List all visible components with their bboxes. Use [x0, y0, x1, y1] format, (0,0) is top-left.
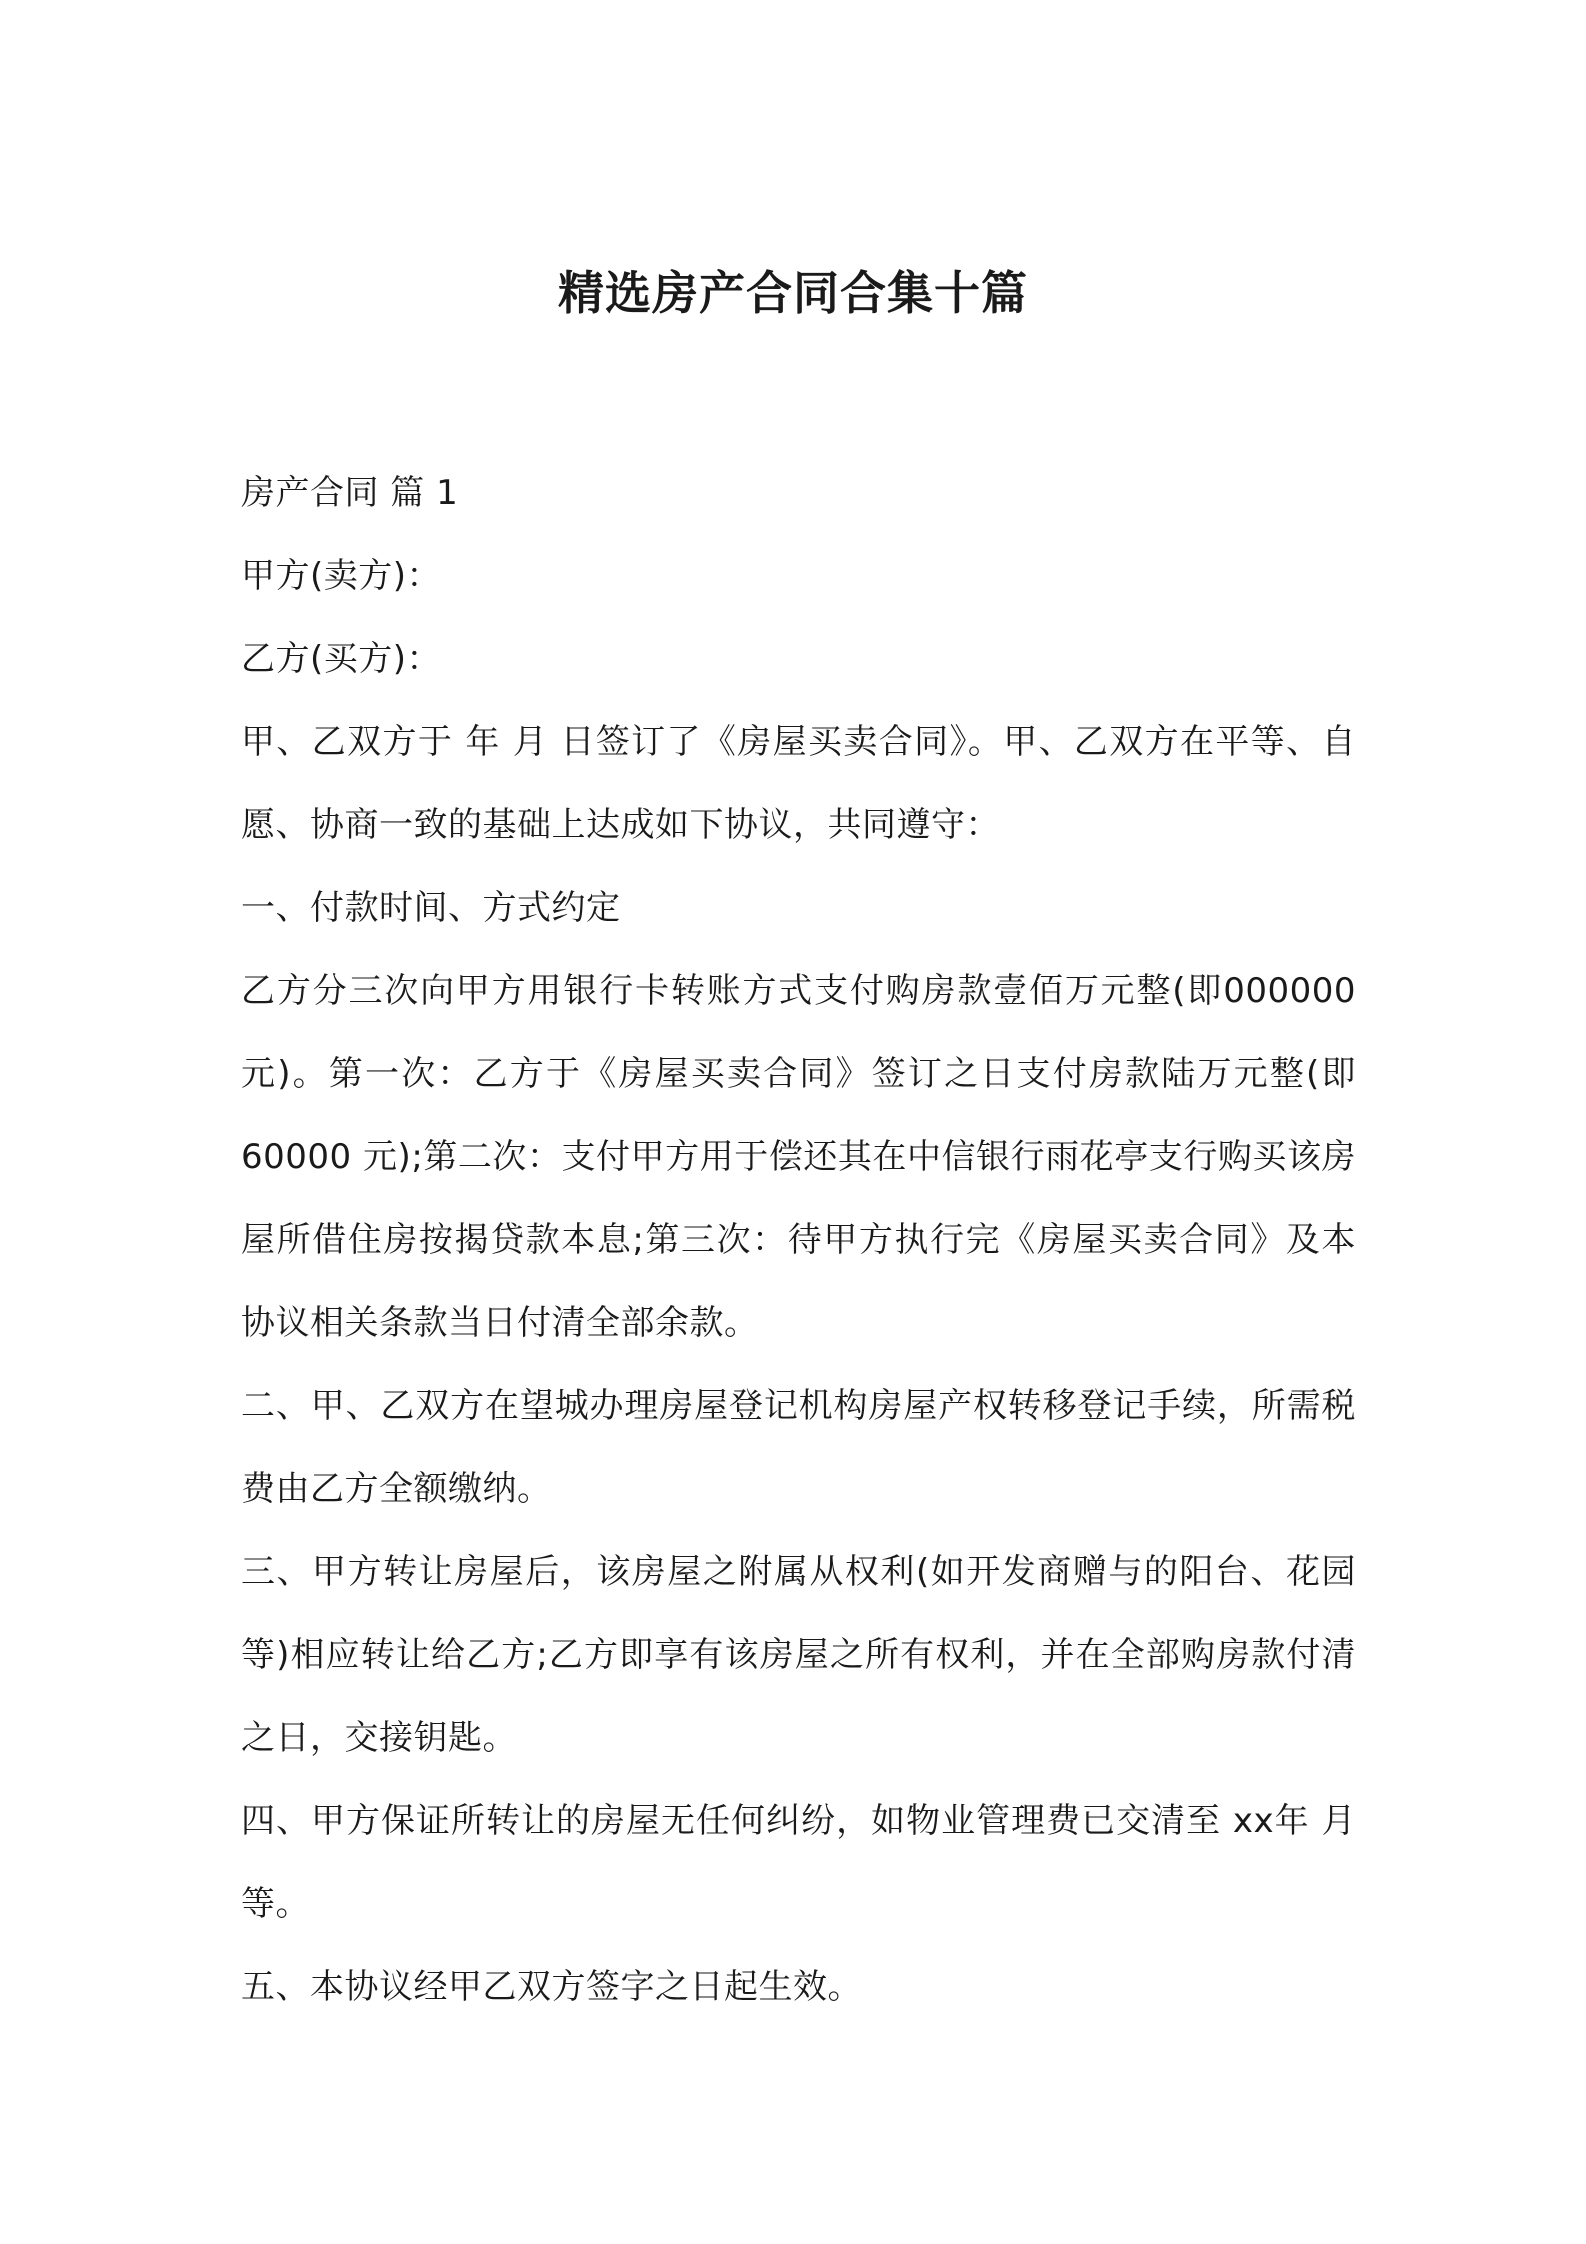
clause-4: 四、甲方保证所转让的房屋无任何纠纷，如物业管理费已交清至 xx年 月等。 — [241, 1801, 1356, 1924]
clause-2: 二、甲、乙双方在望城办理房屋登记机构房屋产权转移登记手续，所需税费由乙方全额缴纳。 — [241, 1386, 1356, 1509]
clause-5: 五、本协议经甲乙双方签字之日起生效。 — [241, 1967, 862, 2007]
clause-3: 三、甲方转让房屋后，该房屋之附属从权利(如开发商赠与的阳台、花园等)相应转让给乙方;乙方即享有该房屋之所有权利，并在全部购房款付清之日，交接钥匙。 — [241, 1552, 1356, 1758]
document-body — [241, 452, 1356, 2029]
party-b-line: 乙方(买方)： — [241, 639, 442, 679]
clause-1-heading: 一、付款时间、方式约定 — [241, 888, 621, 928]
clause-1-body: 乙方分三次向甲方用银行卡转账方式支付购房款壹佰万元整(即000000 元)。第一次：乙方于《房屋买卖合同》签订之日支付房款陆万元整(即 60000 元);第二次：支付甲方用于偿还其在中信银行雨花亭支行购买该房屋所借住房按揭贷款本息;第三次：待甲方执行完《房屋买卖合同》及本协议相关条款当日付清全部余款。 — [241, 971, 1356, 1343]
party-a-line: 甲方(卖方)： — [241, 556, 442, 596]
intro-paragraph: 甲、乙双方于 年 月 日签订了《房屋买卖合同》。甲、乙双方在平等、自愿、协商一致的基础上达成如下协议，共同遵守： — [241, 722, 1356, 845]
section-heading: 房产合同 篇 1 — [241, 473, 459, 513]
document-title: 精选房产合同合集十篇 — [558, 266, 1028, 320]
